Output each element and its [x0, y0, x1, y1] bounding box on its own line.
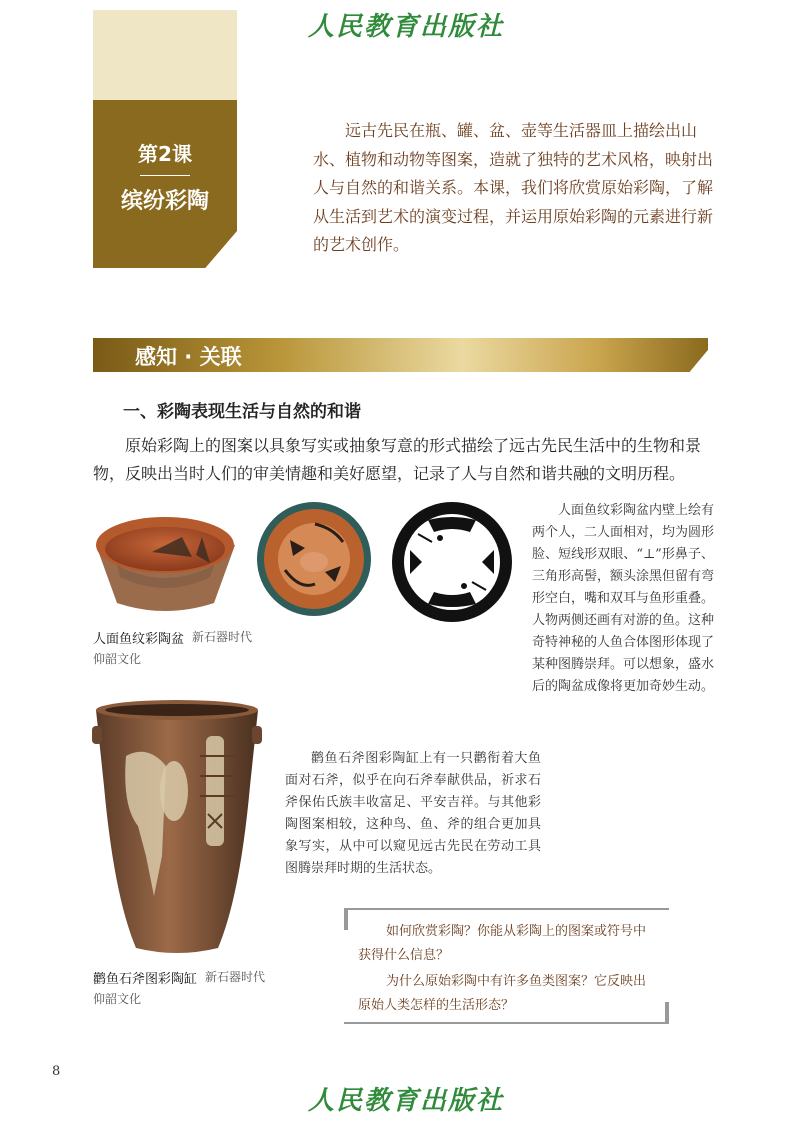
- question-2: 为什么原始彩陶中有许多鱼类图案？它反映出原始人类怎样的生活形态？: [358, 974, 647, 1013]
- section-title: 感知 · 关联: [135, 345, 242, 369]
- question-box-left-bracket: [344, 908, 348, 930]
- lesson-title: 缤纷彩陶: [120, 189, 209, 214]
- artifact1-caption-culture: 仰韶文化: [93, 652, 142, 666]
- question-box-bottom-border: [344, 1022, 669, 1024]
- basin-pattern-diagram: [388, 498, 516, 626]
- sub-heading: 一、彩陶表现生活与自然的和谐: [123, 402, 361, 422]
- artifact2-caption-title: 鹳鱼石斧图彩陶缸: [93, 972, 198, 987]
- question-1: 如何欣赏彩陶？你能从彩陶上的图案或符号中获得什么信息？: [358, 924, 647, 963]
- page-number: 8: [52, 1064, 61, 1079]
- basin-interior-image: [255, 500, 373, 618]
- painted-basin-image: [92, 507, 239, 617]
- publisher-logo-top: 人民教育出版社: [308, 12, 505, 42]
- lesson-divider: [140, 175, 190, 176]
- artifact2-description: 鹳鱼石斧图彩陶缸上有一只鹳衔着大鱼面对石斧，似乎在向石斧奉献供品，祈求石斧保佑氏族丰收富足、平安吉祥。与其他彩陶图案相较，这种鸟、鱼、斧的组合更加具象写实，从中可以窥见远古先民在劳动工具图腾崇拜时期的生活状态。: [285, 751, 541, 876]
- lesson-intro: 远古先民在瓶、罐、盆、壶等生活器皿上描绘出山水、植物和动物等图案，造就了独特的艺术风格，映射出人与自然的和谐关系。本课，我们将欣赏原始彩陶，了解从生活到艺术的演变过程，并运用原始彩陶的元素进行新的艺术创作。: [313, 121, 714, 254]
- artifact1-caption-era: 新石器时代: [192, 630, 253, 644]
- question-box-right-bracket: [665, 1002, 669, 1024]
- artifact1-description: 人面鱼纹彩陶盆内壁上绘有两个人，二人面相对，均为圆形脸、短线形双眼、“⊥”形鼻子、三角形高髻，额头涂黑但留有弯形空白，嘴和双耳与鱼形重叠。人物两侧还画有对游的鱼。这种奇特神秘的人鱼合体图形体现了某种图腾崇拜。可以想象，盛水后的陶盆成像将更加奇妙生动。: [532, 503, 715, 694]
- painted-jar-image: [88, 696, 266, 958]
- lesson-number: 第2课: [138, 142, 192, 166]
- artifact2-caption-era: 新石器时代: [205, 970, 266, 984]
- artifact1-caption-title: 人面鱼纹彩陶盆: [93, 632, 185, 647]
- body-paragraph: 原始彩陶上的图案以具象写实或抽象写意的形式描绘了远古先民生活中的生物和景物，反映出当时人们的审美情趣和美好愿望，记录了人与自然和谐共融的文明历程。: [93, 436, 702, 483]
- lesson-header-top-panel: [93, 10, 237, 100]
- artifact2-caption-culture: 仰韶文化: [93, 992, 142, 1006]
- question-box-top-border: [344, 908, 669, 910]
- publisher-logo-bottom: 人民教育出版社: [308, 1086, 505, 1116]
